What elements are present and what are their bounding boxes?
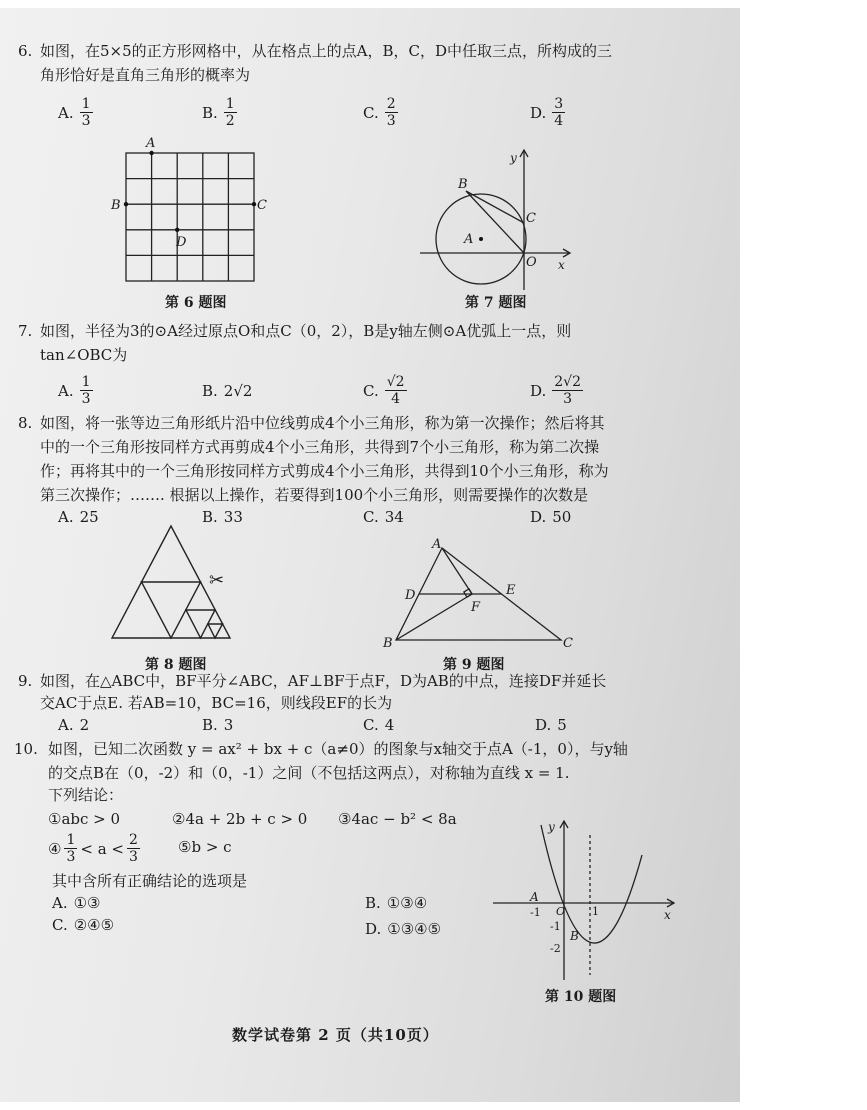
q6-option-a-letter: A. xyxy=(58,103,74,122)
q6-option-b-fraction: $\frac{1}{2}$ xyxy=(225,96,235,129)
q8-triangle-figure xyxy=(105,520,255,645)
q8-option-a-value: 25 xyxy=(79,508,99,526)
q9-stem-line2: 交AC于点E. 若AB=10，BC=16，则线段EF的长为 xyxy=(40,694,393,712)
q10-stem-line4: 其中含所有正确结论的选项是 xyxy=(52,872,248,890)
q10-stem-line1: 如图，已知二次函数 y = ax² + bx + c（a≠0）的图象与x轴交于点A（-1，0），与y轴 xyxy=(48,740,628,758)
q9-triangle-figure xyxy=(375,532,585,652)
q10-label-y: y xyxy=(548,820,555,834)
q6-option-c[interactable] xyxy=(363,96,398,129)
q8-option-b-letter: B. xyxy=(202,508,218,526)
q9-option-d-letter: D. xyxy=(535,716,552,734)
q7-option-b-value: 2√2 xyxy=(223,382,253,400)
q10-option-a-letter: A. xyxy=(52,894,68,912)
q10-parabola-figure xyxy=(490,815,680,985)
q6-option-b-letter: B. xyxy=(202,103,218,122)
q8-stem-line2: 中的一个三角形按同样方式再剪成4个小三角形，共得到7个小三角形，称为第二次操 xyxy=(40,438,600,456)
q6-label-d: D xyxy=(176,235,187,250)
q7-option-a-letter: A. xyxy=(58,381,74,400)
q8-stem-line1: 如图，将一张等边三角形纸片沿中位线剪成4个小三角形，称为第一次操作；然后将其 xyxy=(40,414,605,432)
q9-option-c-letter: C. xyxy=(363,716,379,734)
q6-option-d[interactable] xyxy=(530,96,565,129)
q8-option-c-letter: C. xyxy=(363,508,379,526)
q7-label-y: y xyxy=(510,151,517,165)
q10-label-o: O xyxy=(556,905,566,918)
q9-option-d[interactable] xyxy=(535,714,567,736)
q7-option-d-letter: D. xyxy=(530,381,547,400)
q9-option-a-value: 2 xyxy=(79,716,90,734)
q8-option-c[interactable] xyxy=(363,506,404,528)
q7-label-x: x xyxy=(558,258,565,272)
q6-number: 6. xyxy=(18,42,33,60)
q7-option-a-fraction: $\frac{1}{3}$ xyxy=(81,374,91,407)
scissors-icon: ✂ xyxy=(209,570,225,591)
q8-number: 8. xyxy=(18,414,33,432)
q9-option-b-value: 3 xyxy=(223,716,234,734)
q7-option-d-fraction: $\frac{2√2}{3}$ xyxy=(554,374,582,407)
q10-conclusion-3: ③4ac − b² < 8a xyxy=(338,810,457,828)
q10-option-b-letter: B. xyxy=(365,894,381,912)
q9-number: 9. xyxy=(18,672,33,690)
q6-option-c-fraction: $\frac{2}{3}$ xyxy=(386,96,396,129)
q10-stem-line2: 的交点B在（0，-2）和（0，-1）之间（不包括这两点），对称轴为直线 x = 1. xyxy=(48,764,570,782)
q8-option-a[interactable] xyxy=(58,506,99,528)
q7-option-c-fraction: $\frac{√2}{4}$ xyxy=(386,374,405,407)
q7-label-o: O xyxy=(526,255,537,270)
q10-conclusion-5: ⑤b > c xyxy=(178,838,232,856)
q7-option-b-letter: B. xyxy=(202,382,218,400)
q7-label-c: C xyxy=(526,211,536,226)
q7-option-c[interactable] xyxy=(363,374,407,407)
q9-label-d: D xyxy=(405,588,416,603)
q8-option-d[interactable] xyxy=(530,506,571,528)
q9-option-c[interactable] xyxy=(363,714,394,736)
q9-option-c-value: 4 xyxy=(384,716,395,734)
q10-label-neg2-y: -2 xyxy=(550,942,561,955)
q6-option-a-fraction: $\frac{1}{3}$ xyxy=(81,96,91,129)
q7-circle-figure xyxy=(420,145,580,295)
q9-option-a-letter: A. xyxy=(58,716,74,734)
q10-conclusion-1: ①abc > 0 xyxy=(48,810,121,828)
q6-label-a: A xyxy=(146,136,156,151)
q9-label-f: F xyxy=(471,600,481,615)
q6-option-a[interactable] xyxy=(58,96,93,129)
q6-label-b: B xyxy=(111,198,121,213)
q8-option-a-letter: A. xyxy=(58,508,74,526)
q8-stem-line4: 第三次操作；……. 根据以上操作，若要得到100个小三角形，则需要操作的次数是 xyxy=(40,486,589,504)
q8-stem-line3: 作；再将其中的一个三角形按同样方式剪成4个小三角形，共得到10个小三角形，称为 xyxy=(40,462,609,480)
q10-label-a: A xyxy=(530,890,539,904)
q10-label-b: B xyxy=(570,929,579,943)
q10-option-a[interactable] xyxy=(52,892,101,914)
q10-number: 10. xyxy=(14,740,38,758)
q9-option-b-letter: B. xyxy=(202,716,218,734)
q8-figure-caption: 第 8 题图 xyxy=(145,657,207,673)
q10-option-c-value: ②④⑤ xyxy=(73,916,115,934)
page-footer: 数学试卷第 2 页（共10页） xyxy=(232,1026,439,1044)
q10-label-neg1-y: -1 xyxy=(550,920,561,933)
q6-option-d-letter: D. xyxy=(530,103,547,122)
q10-conclusion-4: ④ $\frac{1}{3}$ < a < $\frac{2}{3}$ xyxy=(48,832,138,865)
q9-option-d-value: 5 xyxy=(557,716,567,734)
q7-label-a: A xyxy=(464,232,474,247)
q10-label-x: x xyxy=(664,908,671,922)
q10-option-d[interactable] xyxy=(365,918,441,940)
q7-option-c-letter: C. xyxy=(363,381,379,400)
q10-option-c[interactable] xyxy=(52,914,114,936)
q10-option-b-value: ①③④ xyxy=(386,894,428,912)
q9-option-a[interactable] xyxy=(58,714,89,736)
q6-option-d-fraction: $\frac{3}{4}$ xyxy=(554,96,564,129)
q6-label-c: C xyxy=(257,198,267,213)
q10-option-d-letter: D. xyxy=(365,920,382,938)
q10-figure-caption: 第 10 题图 xyxy=(545,989,617,1005)
q7-stem-line1: 如图，半径为3的⊙A经过原点O和点C（0，2），B是y轴左侧⊙A优弧上一点，则 xyxy=(40,322,572,340)
q8-option-d-letter: D. xyxy=(530,508,547,526)
q9-label-b: B xyxy=(383,636,393,651)
q6-option-b[interactable] xyxy=(202,96,237,129)
q10-label-neg1-x: -1 xyxy=(530,906,541,919)
q10-option-d-value: ①③④⑤ xyxy=(387,920,442,938)
q8-option-d-value: 50 xyxy=(552,508,572,526)
q9-figure-caption: 第 9 题图 xyxy=(443,657,505,673)
q10-label-one: 1 xyxy=(592,905,599,918)
q8-option-b-value: 33 xyxy=(223,508,243,526)
q9-stem-line1: 如图，在△ABC中，BF平分∠ABC，AF⊥BF于点F，D为AB的中点，连接DF并延长 xyxy=(40,672,607,690)
q9-label-a: A xyxy=(432,537,442,552)
q6-stem-line1: 如图，在5×5的正方形网格中，从在格点上的点A，B，C，D中任取三点，所构成的三 xyxy=(40,42,613,60)
q7-option-b[interactable] xyxy=(202,380,252,402)
q7-number: 7. xyxy=(18,322,33,340)
q6-grid-figure xyxy=(100,130,270,290)
q9-label-c: C xyxy=(563,636,573,651)
q10-conclusion-2: ②4a + 2b + c > 0 xyxy=(172,810,308,828)
q10-option-b[interactable] xyxy=(365,892,427,914)
q7-option-d[interactable] xyxy=(530,374,583,407)
q7-figure-caption: 第 7 题图 xyxy=(465,295,527,311)
q9-option-b[interactable] xyxy=(202,714,233,736)
q6-stem-line2: 角形恰好是直角三角形的概率为 xyxy=(40,66,251,84)
q10-option-a-value: ①③ xyxy=(73,894,101,912)
q7-stem-line2: tan∠OBC为 xyxy=(40,346,128,364)
q7-label-b: B xyxy=(458,177,468,192)
q10-stem-line3: 下列结论： xyxy=(48,786,124,804)
q9-label-e: E xyxy=(506,583,516,598)
q8-option-c-value: 34 xyxy=(384,508,404,526)
q6-option-c-letter: C. xyxy=(363,103,379,122)
q10-option-c-letter: C. xyxy=(52,916,68,934)
q7-option-a[interactable] xyxy=(58,374,93,407)
q6-figure-caption: 第 6 题图 xyxy=(165,295,227,311)
